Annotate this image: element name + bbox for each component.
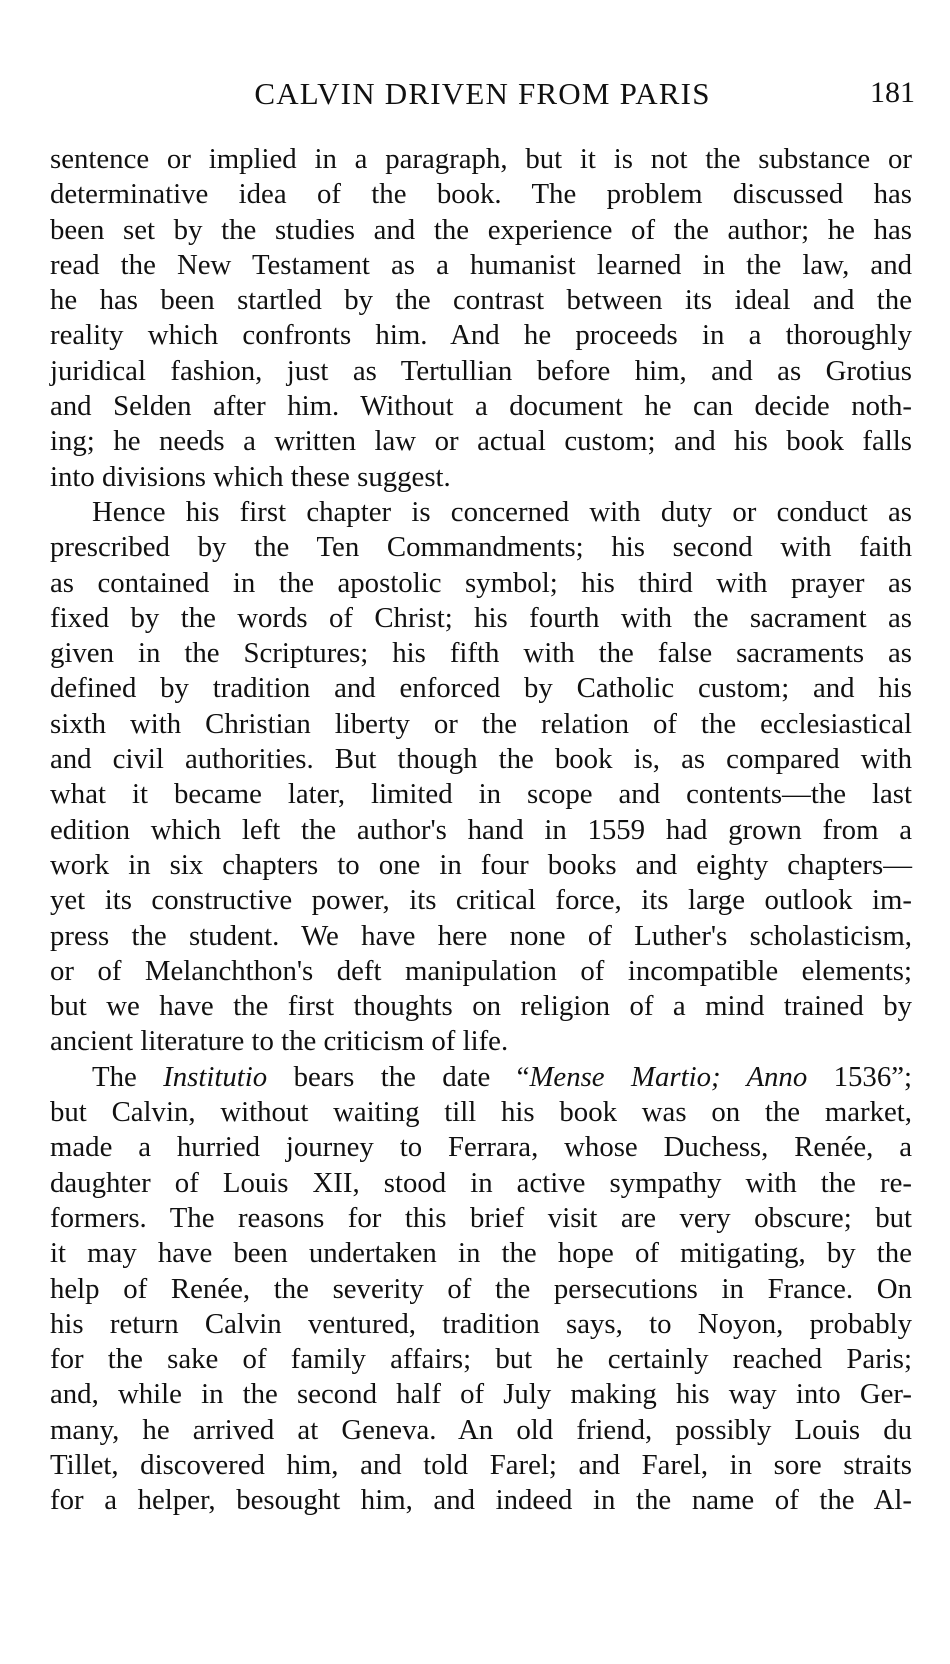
book-title-institutio: Institutio xyxy=(163,1060,268,1093)
running-title: CALVIN DRIVEN FROM PARIS xyxy=(254,76,711,111)
text-line: his return Calvin ventured, tradition says, to Noyon, probably xyxy=(50,1307,912,1340)
text-line: or of Melanchthon's deft manipulation of incompatible elements; xyxy=(50,954,912,987)
text-line: it may have been undertaken in the hope of mitigating, by the xyxy=(50,1237,912,1270)
text-line: fixed by the words of Christ; his fourth with the sacrament as xyxy=(50,601,912,634)
text-line: sentence or implied in a paragraph, but it is not the substance or xyxy=(50,143,912,175)
text-line: made a hurried journey to Ferrara, whose Duchess, Renée, a xyxy=(50,1131,912,1164)
text-line: determinative idea of the book. The problem discussed has xyxy=(50,178,912,211)
text-line: given in the Scriptures; his fifth with the false sacraments as xyxy=(50,637,912,670)
text-line: for the sake of family affairs; but he certainly reached Paris; xyxy=(50,1343,912,1376)
text-line: and, while in the second half of July making his way into Ger- xyxy=(50,1378,912,1411)
text-line: read the New Testament as a humanist learned in the law, and xyxy=(50,248,912,281)
text-line: but Calvin, without waiting till his book was on the market, xyxy=(50,1096,912,1129)
body-text xyxy=(50,142,912,1519)
page-number: 181 xyxy=(870,76,915,109)
text-line: ing; he needs a written law or actual custom; and his book falls xyxy=(50,425,912,458)
text-line: press the student. We have here none of Luther's scholasticism, xyxy=(50,919,912,952)
text-line: reality which confronts him. And he proceeds in a thoroughly xyxy=(50,319,912,352)
text-line: but we have the first thoughts on religion of a mind trained by xyxy=(50,990,912,1023)
line-post: 1536”; xyxy=(807,1060,913,1093)
text-line: for a helper, besought him, and indeed in the name of the Al- xyxy=(50,1484,912,1517)
text-line: edition which left the author's hand in 1559 had grown from a xyxy=(50,813,912,846)
text-line: many, he arrived at Geneva. An old friend, possibly Louis du xyxy=(50,1413,912,1446)
text-line: defined by tradition and enforced by Catholic custom; and his xyxy=(50,672,912,705)
text-line: Hence his first chapter is concerned with duty or conduct as xyxy=(92,495,912,528)
running-head xyxy=(50,76,915,120)
text-line: ancient literature to the criticism of life. xyxy=(50,1025,509,1058)
text-line: as contained in the apostolic symbol; his third with prayer as xyxy=(50,566,912,599)
text-line: Tillet, discovered him, and told Farel; and Farel, in sore straits xyxy=(50,1448,912,1481)
text-line-institutio xyxy=(50,1060,912,1095)
text-line: prescribed by the Ten Commandments; his second with faith xyxy=(50,531,912,564)
line-pre: The xyxy=(92,1060,164,1093)
text-line: he has been startled by the contrast between its ideal and the xyxy=(50,284,912,317)
text-line: work in six chapters to one in four books and eighty chapters— xyxy=(50,848,912,881)
line-mid: bears the date “ xyxy=(267,1060,530,1093)
text-line: and civil authorities. But though the book is, as compared with xyxy=(50,743,912,776)
text-line: yet its constructive power, its critical force, its large outlook im- xyxy=(50,884,912,917)
text-line: into divisions which these suggest. xyxy=(50,460,451,493)
text-line: what it became later, limited in scope and contents—the last xyxy=(50,778,912,811)
text-line: juridical fashion, just as Tertullian before him, and as Grotius xyxy=(50,354,912,387)
text-line: and Selden after him. Without a document he can decide noth- xyxy=(50,390,912,423)
text-line: formers. The reasons for this brief visit are very obscure; but xyxy=(50,1201,912,1234)
text-line: help of Renée, the severity of the persecutions in France. On xyxy=(50,1272,912,1305)
date-latin: Mense Martio; Anno xyxy=(529,1060,808,1093)
text-line: daughter of Louis XII, stood in active sympathy with the re- xyxy=(50,1166,912,1199)
text-line: sixth with Christian liberty or the relation of the ecclesiastical xyxy=(50,707,912,740)
text-line: been set by the studies and the experience of the author; he has xyxy=(50,213,912,246)
